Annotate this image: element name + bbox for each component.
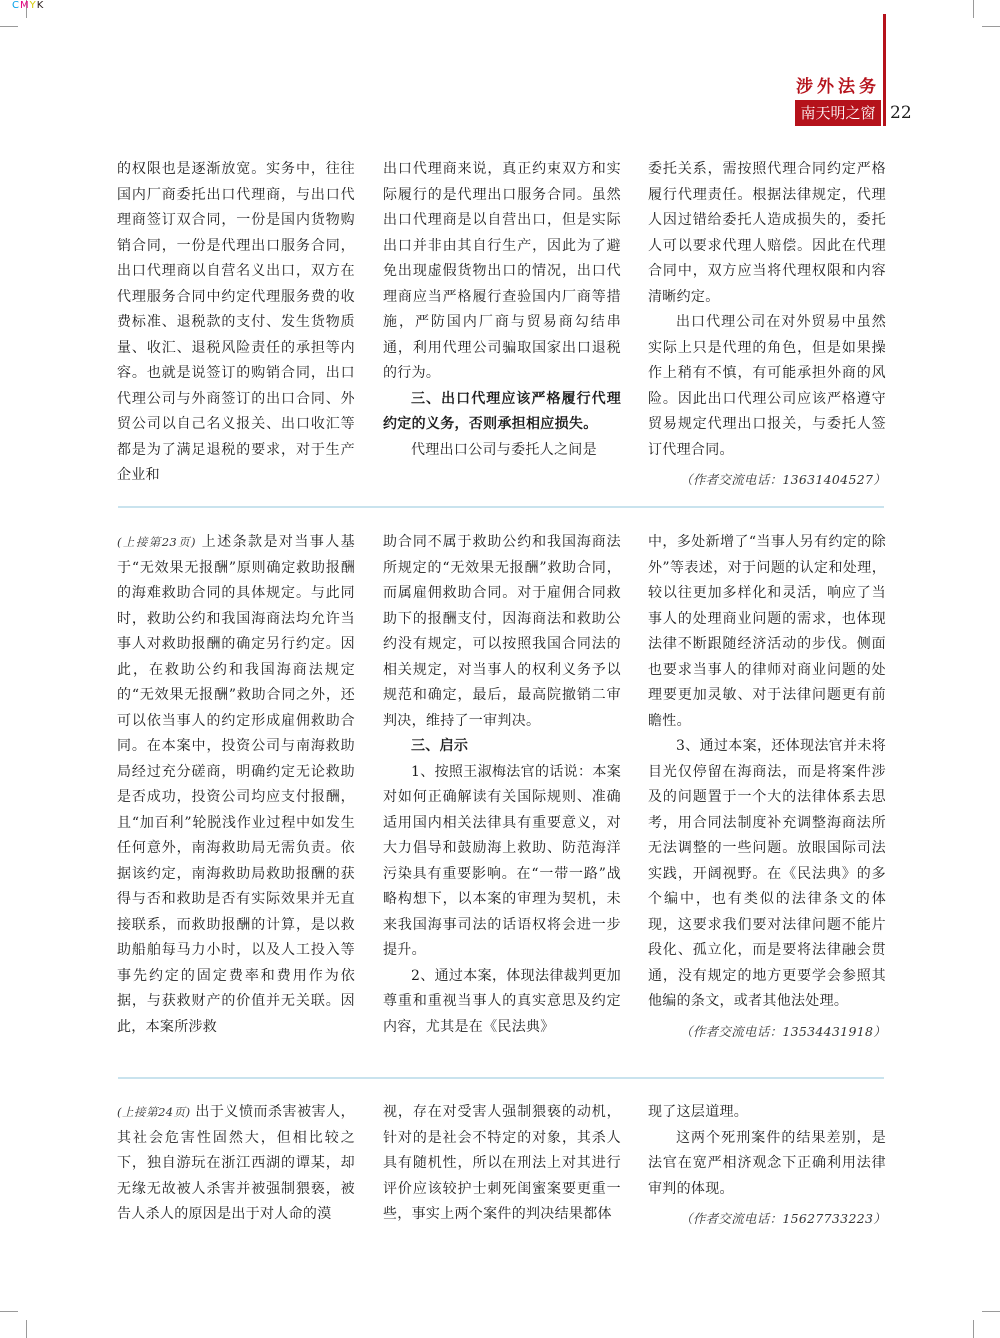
- crop-mark: [982, 1311, 1000, 1312]
- cmyk-c: C: [12, 0, 20, 11]
- crop-mark: [26, 1320, 27, 1338]
- section-heading: 三、启示: [411, 738, 469, 754]
- paragraph: 代理出口公司与委托人之间是: [411, 441, 597, 458]
- article3-column-3: [648, 1100, 886, 1232]
- paragraph: 3、通过本案，还体现法官并未将目光仅停留在海商法，而是将案件涉及的问题置于一个大的法律体系去思考，用合同法制度补充调整海商法所无法调整的一些问题。放眼国际司法实践，开阔视野。在《民法典》的多个编中，也有类似的法律条文的体现，这要求我们要对法律问题不能片段化、孤立化，而是要将法律融会贯通，没有规定的地方更要学会参照其他编的条文，或者其他法处理。: [648, 738, 886, 1009]
- crop-mark: [973, 1320, 974, 1338]
- article-divider: [118, 1077, 884, 1079]
- continued-from-note: (上接第23页): [117, 535, 196, 549]
- author-contact: （作者交流电话：15627733223）: [680, 1211, 886, 1226]
- crop-mark: [0, 26, 18, 27]
- paragraph: 出口代理公司在对外贸易中虽然实际上只是代理的角色，但是如果操作上稍有不慎，有可能承担外商的风险。因此出口代理公司应该严格遵守贸易规定代理出口报关，与委托人签订代理合同。: [648, 314, 886, 458]
- section-heading: 三、出口代理应该严格履行代理约定的义务，否则承担相应损失。: [383, 390, 621, 432]
- paragraph: 这两个死刑案件的结果差别，是法官在宽严相济观念下正确利用法律审判的体现。: [648, 1129, 886, 1197]
- section-title: 涉外法务: [796, 77, 880, 97]
- paragraph: 现了这层道理。: [648, 1104, 749, 1120]
- paragraph: [117, 530, 355, 1040]
- article-divider: [118, 506, 884, 508]
- column-name-badge: 南天明之窗: [795, 100, 881, 126]
- author-contact: （作者交流电话：13631404527）: [680, 472, 886, 487]
- crop-mark: [982, 26, 1000, 27]
- cmyk-color-bar: [12, 0, 44, 11]
- page-number: 22: [890, 103, 912, 123]
- continued-from-note: (上接第24页): [117, 1105, 191, 1119]
- cmyk-y: Y: [29, 0, 37, 11]
- header-vertical-rule: [883, 14, 886, 126]
- crop-mark: [0, 1311, 18, 1312]
- article1-column-1: [117, 157, 355, 489]
- article1-column-3: [648, 157, 886, 493]
- article1-column-2: [383, 157, 621, 463]
- article2-column-2: [383, 530, 621, 1040]
- article3-column-2: [383, 1100, 621, 1228]
- article2-column-1: [117, 530, 355, 1040]
- paragraph: 视，存在对受害人强制猥亵的动机，针对的是社会不特定的对象，其杀人具有随机性，所以在刑法上对其进行评价应该较护士刺死闺蜜案要更重一些，事实上两个案件的判决结果都体: [383, 1104, 621, 1222]
- paragraph: 出口代理商来说，真正约束双方和实际履行的是代理出口服务合同。虽然出口代理商是以自营出口，但是实际出口并非由其自行生产，因此为了避免出现虚假货物出口的情况，出口代理商应当严格履行查验国内厂商等措施，严防国内厂商与贸易商勾结串通，利用代理公司骗取国家出口退税的行为。: [383, 161, 621, 381]
- author-contact: （作者交流电话：13534431918）: [680, 1023, 886, 1039]
- crop-mark: [973, 0, 974, 18]
- article2-column-3: [648, 530, 886, 1044]
- cmyk-m: M: [19, 0, 30, 11]
- paragraph: 中，多处新增了“当事人另有约定的除外”等表述，对于问题的认定和处理，较以往更加多样化和灵活，响应了当事人的处理商业问题的需求，也体现法律不断跟随经济活动的步伐。侧面也要求当事人的律师对商业问题的处理要更加灵敏、对于法律问题更有前瞻性。: [648, 534, 886, 729]
- paragraph: 的权限也是逐渐放宽。实务中，往往国内厂商委托出口代理商，与出口代理商签订双合同，一份是国内货物购销合同，一份是代理出口服务合同，出口代理商以自营名义出口，双方在代理服务合同中约定代理服务费的收费标准、退税款的支付、发生货物质量、收汇、退税风险责任的承担等内容。也就是说签订的购销合同，出口代理公司与外商签订的出口合同、外贸公司以自己名义报关、出口收汇等都是为了满足退税的要求，对于生产企业和: [117, 161, 355, 483]
- paragraph: 2、通过本案，体现法律裁判更加尊重和重视当事人的真实意思及约定内容，尤其是在《民法典》: [383, 967, 621, 1035]
- paragraph: [117, 1100, 355, 1228]
- paragraph: 助合同不属于救助公约和我国海商法所规定的“无效果无报酬”救助合同，而属雇佣救助合同。对于雇佣合同救助下的报酬支付，因海商法和救助公约没有规定，可以按照我国合同法的相关规定，对当事人的权利义务予以规范和确定，最后，最高院撤销二审判决，维持了一审判决。: [383, 534, 621, 729]
- paragraph-text: 出于义愤而杀害被害人，其社会危害性固然大，但相比较之下，独自游玩在浙江西湖的谭某，却无缘无故被人杀害并被强制猥亵，被告人杀人的原因是出于对人命的漠: [117, 1104, 355, 1222]
- paragraph: 1、按照王淑梅法官的话说：本案对如何正确解读有关国际规则、准确适用国内相关法律具有重要意义，对大力倡导和鼓励海上救助、防范海洋污染具有重要影响。在“一带一路”战略构想下，以本案的审理为契机，未来我国海事司法的话语权将会进一步提升。: [383, 763, 621, 958]
- article3-column-1: [117, 1100, 355, 1228]
- paragraph-text: 上述条款是对当事人基于“无效果无报酬”原则确定救助报酬的海难救助合同的具体规定。与此同时，救助公约和我国海商法均允许当事人对救助报酬的确定另行约定。因此，在救助公约和我国海商法规定的“无效果无报酬”救助合同之外，还可以依当事人的约定形成雇佣救助合同。在本案中，投资公司与南海救助局经过充分磋商，明确约定无论救助是否成功，投资公司均应支付报酬，且“加百利”轮脱浅作业过程中如发生任何意外，南海救助局无需负责。依据该约定，南海救助局救助报酬的获得与否和救助是否有实际效果并无直接联系，而救助报酬的计算，是以救助船舶每马力小时，以及人工投入等事先约定的固定费率和费用作为依据，与获救财产的价值并无关联。因此，本案所涉救: [117, 534, 355, 1035]
- paragraph: 委托关系，需按照代理合同约定严格履行代理责任。根据法律规定，代理人因过错给委托人造成损失的，委托人可以要求代理人赔偿。因此在代理合同中，双方应当将代理权限和内容清晰约定。: [648, 161, 886, 305]
- cmyk-k: K: [36, 0, 45, 11]
